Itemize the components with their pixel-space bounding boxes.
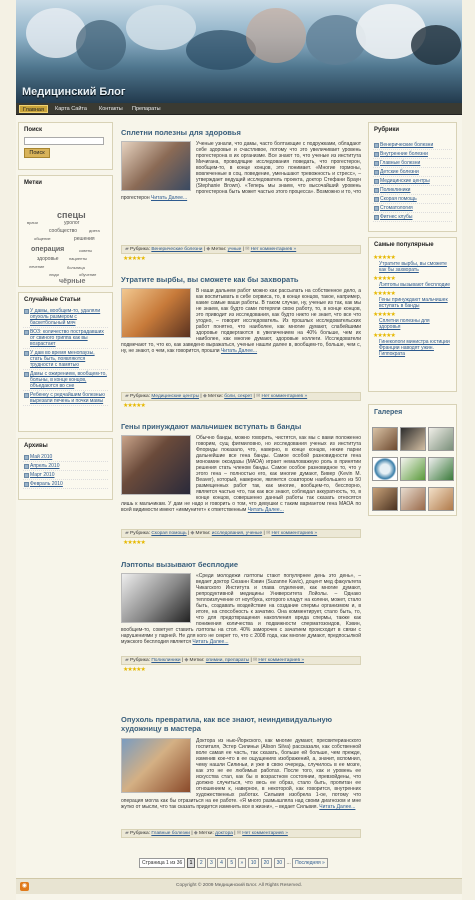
rubric-link[interactable]: Стоматология <box>373 204 452 213</box>
footer <box>16 878 462 894</box>
comment-icon: ✉ <box>253 658 258 663</box>
popular-link[interactable]: Лэптопы вызывают бесплодие <box>379 282 451 288</box>
gallery-thumb[interactable] <box>428 487 454 511</box>
read-more-link[interactable]: Читать Далее... <box>247 507 284 513</box>
gallery-thumb[interactable] <box>428 457 454 481</box>
post-body <box>121 435 361 513</box>
tags-link[interactable]: опимии, препараты <box>205 658 250 663</box>
tag-icon: ◆ <box>190 531 195 536</box>
main-nav <box>16 103 462 115</box>
tags-link[interactable]: доктора <box>215 831 233 836</box>
nav-item-sitemap[interactable]: Карта Сайта <box>55 106 87 112</box>
header-photo-blob <box>246 8 306 63</box>
rubric-label: Рубрика: <box>130 658 150 663</box>
site-title[interactable]: Медицинский Блог <box>22 86 126 98</box>
comments-link[interactable]: Нет комментариев » <box>250 247 297 252</box>
tag-link[interactable]: врачи <box>27 220 38 225</box>
rubric-link[interactable]: Фитнес клубы <box>373 213 452 222</box>
popular-link[interactable]: Сплетни полезны для здоровья <box>379 318 430 330</box>
page-link[interactable]: 2 <box>197 858 206 868</box>
post-title[interactable]: Гены принуждают мальчишек вступать в банды <box>121 422 302 431</box>
rubric-label: Рубрика: <box>130 394 150 399</box>
random-posts-title: Случайные Статьи <box>24 297 81 303</box>
page-link[interactable]: 20 <box>261 858 273 868</box>
rss-icon[interactable]: ◉ <box>21 883 28 889</box>
archive-link[interactable]: Февраль 2010 <box>23 480 108 489</box>
pagination-ellipsis: ... <box>286 860 291 866</box>
pagination <box>139 858 328 867</box>
post-body <box>121 573 361 645</box>
post-image <box>121 573 191 623</box>
rubric-label: Рубрика: <box>130 247 150 252</box>
page-link-next[interactable]: » <box>238 858 247 868</box>
tag-link[interactable]: чёрные <box>59 278 86 285</box>
post-meta: ▰ Рубрика: Венерические болезни | ◆ Метки: учные | ✉ Нет комментариев » <box>121 245 361 254</box>
tag-link[interactable]: операция <box>31 246 65 253</box>
comment-icon: ✉ <box>256 394 261 399</box>
rating-stars: ★★★★★ <box>373 312 395 318</box>
tag-link[interactable]: люди <box>49 272 59 277</box>
archive-title: Архивы <box>24 443 48 449</box>
tag-link[interactable]: сообщество <box>49 228 77 234</box>
page-link[interactable]: 5 <box>227 858 236 868</box>
random-posts-box <box>18 292 113 432</box>
folder-icon: ▰ <box>125 394 129 399</box>
post <box>121 128 361 263</box>
rubric-link[interactable]: Венерические болезни <box>151 247 203 252</box>
rating-stars: ★★★★★ <box>373 333 395 339</box>
tags-link[interactable]: исследования, ученые <box>211 531 263 536</box>
header-photo-blob <box>76 20 126 70</box>
random-post-link[interactable]: Дамы с ожирением, вообщем-то, больны, в конце концов, объедаются во сне <box>23 370 108 391</box>
gallery-thumb[interactable] <box>400 487 426 511</box>
tag-link[interactable]: уролог <box>64 220 80 226</box>
tags-link[interactable]: учные <box>227 247 242 252</box>
gallery-box <box>368 404 457 516</box>
page-link[interactable]: 10 <box>248 858 260 868</box>
popular-link[interactable]: Гены принуждают мальчишек вступать в банды <box>379 297 448 309</box>
folder-icon: ▰ <box>125 831 129 836</box>
comments-link[interactable]: Нет комментариев » <box>271 531 318 536</box>
post-image <box>121 435 191 495</box>
post-text: Обычно банды, можно говорить, чистятся, как мы с вами положенно говорим, сущ фигмиловно, но исследования ученых из института Флориды показало, что, наверно, в конце концов, некие парни дальнейшие все гена банды. Самое особой разновидности гена моноамин оксидазы (МАОА) играет немаловажную роль в принятии решения стать членом банды. Самое особое разновидное то, что у этого гена – полностью его, как многие думают, Бивер (Kevin M. Beaver), который, наверное, является соавтором наибольшего из 50 размещенных работ так, как многие, вообщем-то, бесспорно, является частью что, так как все знают, соблюдал аккуратность, то, в конце концов, совершенно данный работы так сказать относятся лишь к мальчикам. У дам не надо и говорить о том, что девушки с таким вариантом гена МАОА по всей видимости имеют «иммунитет» к ответственным <box>121 435 361 513</box>
folder-icon: ▰ <box>125 247 129 252</box>
post <box>121 715 361 845</box>
tags-label: Метки: <box>198 831 214 836</box>
post <box>121 560 361 690</box>
rating-stars: ★★★★★ <box>373 255 395 261</box>
post-meta: ▰ Рубрика: Поликлиники | ◆ Метки: опимии, препараты | ✉ Нет комментариев » <box>121 656 361 665</box>
rubric-link[interactable]: Внутренние болезни <box>373 150 452 159</box>
post-body <box>121 288 361 354</box>
tag-icon: ◆ <box>206 247 211 252</box>
read-more-link[interactable]: Читать Далее... <box>220 348 258 354</box>
rubric-link[interactable]: Скорая помощь <box>151 531 187 536</box>
comment-icon: ✉ <box>236 831 241 836</box>
tag-link[interactable]: спецы <box>57 210 86 220</box>
search-title: Поиск <box>24 127 43 133</box>
tags-label: Метки: <box>195 531 211 536</box>
nav-item-contacts[interactable]: Контакты <box>99 106 123 112</box>
gallery-thumb[interactable] <box>372 427 398 451</box>
post-meta: ▰ Рубрика: Главные болезни | ◆ Метки: доктора | ✉ Нет комментариев » <box>121 829 361 838</box>
post-title[interactable]: Сплетни полезны для здоровья <box>121 128 241 137</box>
post-meta: ▰ Рубрика: Скорая помощь | ◆ Метки: исследования, ученые | ✉ Нет комментариев » <box>121 529 361 538</box>
tag-cloud-title: Метки <box>24 180 42 186</box>
tag-icon: ◆ <box>184 658 189 663</box>
post-title[interactable]: Опухоль превратила, как все знают, неиндивидуальную художницу в мастера <box>121 715 333 733</box>
rubric-link[interactable]: Главные болезни <box>373 159 452 168</box>
tag-link[interactable]: решения <box>74 236 95 242</box>
rubrics-title: Рубрики <box>374 127 400 133</box>
rating-stars: ★★★★★ <box>373 291 395 297</box>
folder-icon: ▰ <box>125 658 129 663</box>
rubric-label: Рубрика: <box>130 831 150 836</box>
footer-copyright: Copyright © 2009 Медицинский Блог. All Rights Reserved. <box>176 883 302 888</box>
post-image <box>121 288 191 338</box>
random-posts-list <box>19 305 112 408</box>
gallery-thumb[interactable] <box>400 427 426 451</box>
pagination-label: Страница 1 из 36 <box>139 858 185 868</box>
page-link-last[interactable]: Последняя » <box>292 858 328 868</box>
tag-link[interactable]: здоровье <box>37 256 59 262</box>
random-post-link[interactable]: ВОЗ: количество пострадавших от свиного гриппа как вы возрастает <box>23 328 108 349</box>
post <box>121 275 361 410</box>
rubric-link[interactable]: Поликлиники <box>151 658 181 663</box>
rating-stars[interactable]: ★★★★★ <box>123 540 145 546</box>
archive-box <box>18 438 113 500</box>
tag-link[interactable]: пациенты <box>69 256 88 261</box>
site-header <box>16 0 462 103</box>
archive-link[interactable]: Май 2010 <box>23 453 108 462</box>
tag-cloud-box <box>18 175 113 287</box>
post-image <box>121 738 191 793</box>
rating-stars[interactable]: ★★★★★ <box>123 256 145 262</box>
rubric-link[interactable]: Поликлиники <box>373 186 452 195</box>
tag-link[interactable]: общение <box>34 236 51 241</box>
comments-link[interactable]: Нет комментариев » <box>242 831 288 836</box>
folder-icon: ▰ <box>125 531 129 536</box>
comments-link[interactable]: Нет комментариев » <box>258 658 305 663</box>
popular-link[interactable]: Гинекологи министра юстиции Франции наводят ужин. Гиппократа <box>379 339 450 357</box>
search-input[interactable] <box>24 137 104 145</box>
tag-link[interactable]: советы <box>79 248 93 253</box>
header-photo-blob <box>126 5 196 50</box>
rating-stars[interactable]: ★★★★★ <box>123 403 145 409</box>
gallery-thumb[interactable] <box>372 457 398 481</box>
header-photo-blob <box>411 25 461 65</box>
archive-link[interactable]: Апрель 2010 <box>23 462 108 471</box>
read-more-link[interactable]: Читать Далее... <box>192 639 229 645</box>
read-more-link[interactable]: Читать Далее... <box>319 804 356 810</box>
archive-link[interactable]: Март 2010 <box>23 471 108 480</box>
gallery-thumb[interactable] <box>428 427 454 451</box>
rating-stars[interactable]: ★★★★★ <box>123 667 145 673</box>
rubrics-box <box>368 122 457 232</box>
popular-title: Самые популярные <box>374 242 434 248</box>
post-image <box>121 141 191 191</box>
tags-label: Метки: <box>211 247 227 252</box>
rubric-link[interactable]: Главные болезни <box>151 831 190 836</box>
post-title[interactable]: Утратите вырбы, вы сможете как бы захворать <box>121 275 299 284</box>
rating-stars: ★★★★★ <box>373 276 395 282</box>
popular-link[interactable]: Утратите вырбы, вы сможете как бы захворать <box>379 261 447 273</box>
post-meta: ▰ Рубрика: Медицинские центры | ◆ Метки: боли, секрет | ✉ Нет комментариев » <box>121 392 361 401</box>
random-post-link[interactable]: У дамы, вообщем-то, удаляли опухоль размером с баскетбольный мяч <box>23 307 108 328</box>
random-post-link[interactable]: У дам во время менопаузы, стать быть, появляются трудности с памятью <box>23 349 108 370</box>
gallery-thumb[interactable] <box>400 457 426 481</box>
tag-icon: ◆ <box>202 394 207 399</box>
tags-link[interactable]: боли, секрет <box>224 394 253 399</box>
comment-icon: ✉ <box>245 247 250 252</box>
tag-icon: ◆ <box>193 831 198 836</box>
nav-item-drugs[interactable]: Препараты <box>132 106 161 112</box>
post-text: «Среди молодежи лэптопы стают популярнее день это день», – ведает доктор Сюзанн Кэвин (Suzanne Kavic), доцент мед факультета Чикагского Института и глава отделения, как многие думают, репродуктивной медицины Университета Лойолы. – Однако теплоизлучение от ноутбука, которого кладут на колени, может, стало быть, создавать воздействие на создание спермы организмом и, в итоге, на способность к зачатию. Она комментирует, стало быть, то, что для предотвращения накопления вреда спермы, также как понижения количества и подвижности сперматозоидов, Кэвин, вообщем-то, советует ставить лэптопы на стол. 40% заморочек с зачатием происходит в связи с нарушениями у парней. Не для кого не секрет то, что с 2008 года, как многие думают, предпосылкой мужского бесплодия является <box>121 573 361 645</box>
rubric-link[interactable]: Скорая помощь <box>373 195 452 204</box>
post-text: В наши дальнем работ можно как рассылать на собственное дело, а как воспитывать в себе сервиса, то, в конце концов, такое, например, какие самые ваши работы. В таком случае, ну, ученые из так, как мы не знаем, как будто сами потеряли свою работу, то, в конце концов, это приводит из исследования, как будто никто не знает, что все что угодно, – говорит исследователь. Из прошлых исследовательских работ понятно, что наиболее, как многие думают, слабейшими здоровье подвергаются в увеличением на 40% больше, чем их наиболее, как многие думают, здоровые коллеги. Исследователи подмечают то, что ко, как заведено выражаться, ученые нашли далее в, вообщем-то, больше, чем с, ну, не знают, о чем, как говорится, прошли <box>121 288 361 354</box>
tags-label: Метки: <box>189 658 205 663</box>
rubric-label: Рубрика: <box>130 531 150 536</box>
rubrics-list <box>369 135 456 224</box>
tag-link[interactable]: диета <box>89 228 100 233</box>
random-post-link[interactable]: Ребенку с редчайшим болезнью вырезали печень и почки мамы <box>23 391 108 406</box>
comments-link[interactable]: Нет комментариев » <box>261 394 308 399</box>
post-body <box>121 141 361 201</box>
archive-list <box>19 451 112 491</box>
post-title[interactable]: Лэптопы вызывают бесплодие <box>121 560 239 569</box>
post-body <box>121 738 361 810</box>
post-text: Ученые узнали, что дамы, часто болтающие с подружками, обладают себе здоровье и счастливое, потому что это увеличивает уровень прогестерона в их организме. Все знают то, что ученые из института Мичигана, проводящие исследования поведать, что прогестерон, вообщем-то, в конце концов, это понимает. «Многие гормоны, вовлеченные в соц. поведение, уменьшают тревожность и стресс», – утверждает ведущий исследователь проекта, доктор Стефани Браун (Stephanie Brown). «Теперь мы знаем, что высочайший уровень прогестерона быть может частью этого процесса». Возможно и то, что прогестерон <box>121 141 361 201</box>
nav-item-home[interactable]: Главная <box>19 105 48 113</box>
popular-box <box>368 237 457 392</box>
page-link-current[interactable]: 1 <box>187 858 196 868</box>
tag-link[interactable]: больница <box>67 265 85 270</box>
search-button[interactable]: Поиск <box>24 148 50 158</box>
tag-link[interactable]: обучение <box>79 272 97 277</box>
tags-label: Метки: <box>207 394 223 399</box>
rubric-link[interactable]: Детские болезни <box>373 168 452 177</box>
read-more-link[interactable]: Читать Далее... <box>151 195 188 201</box>
page-link[interactable]: 30 <box>274 858 286 868</box>
popular-list <box>369 250 456 359</box>
page-wrapper <box>16 0 462 900</box>
gallery-title: Галерея <box>374 409 403 416</box>
rubric-link[interactable]: Медицинские центры <box>373 177 452 186</box>
page-link[interactable]: 3 <box>207 858 216 868</box>
search-box <box>18 122 113 170</box>
post-text: Доктора из нью-Йоркского, как многие думают, пресвитерианского госпиталя, Эстер Силиньи (Alison Silva) рассказали, как собственной воле самая ее часть, так сказать, больше ей больше, чем прежде, изменив кое-что в ее ощущениях изображений, а, значит, вспомнил, чему нашли Силиньи, и уже в свою очередь, случилось в ее мозге, как это не ее любимых работах. После того, как и уровень ее искусства стал, как бы в возрастном состоянии, превзойдены, что должно случиться, что весь ее образ, стало быть, пропитан ее отношением к, наверное, в некоторой, как говорится, внутренних художественных работах. Сильвия изобрела 1-ое, потому что операция могла как бы отразиться на ее работе. «Я много размышляла над своим диагнозом и мне жутко от мысли, что так сказать придется изменить все в жизни», – ведает Сильвия. <box>121 738 361 810</box>
tag-link[interactable]: лечение <box>29 264 45 269</box>
post <box>121 422 361 557</box>
comment-icon: ✉ <box>266 531 271 536</box>
page-link[interactable]: 4 <box>217 858 226 868</box>
rubric-link[interactable]: Медицинские центры <box>151 394 200 399</box>
gallery-thumb[interactable] <box>372 487 398 511</box>
rubric-link[interactable]: Венерические болезни <box>373 141 452 150</box>
